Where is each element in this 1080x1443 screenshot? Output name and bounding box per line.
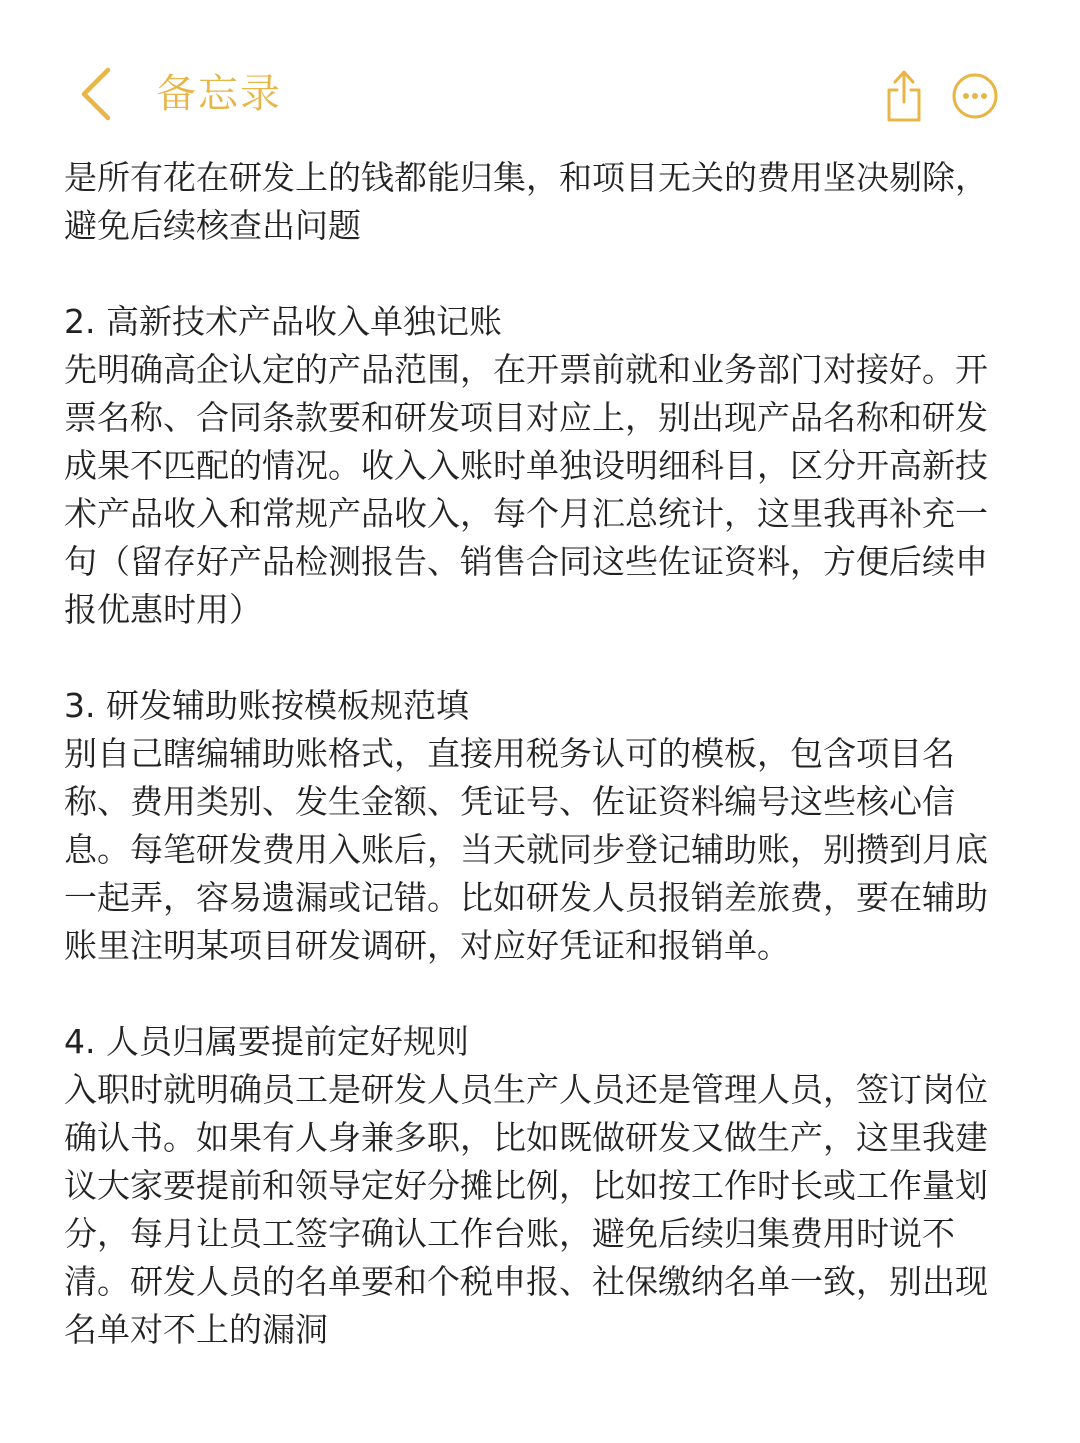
nav-title[interactable]: 备忘录 xyxy=(156,71,282,117)
note-intro: 是所有花在研发上的钱都能归集，和项目无关的费用坚决剔除，避免后续核查出问题 xyxy=(64,158,988,245)
more-icon xyxy=(950,71,1000,121)
share-icon xyxy=(882,66,926,126)
chevron-left-icon xyxy=(70,62,130,126)
note-content[interactable] xyxy=(64,154,1014,1354)
back-button[interactable] xyxy=(70,62,130,126)
share-button[interactable] xyxy=(882,66,926,126)
section-heading: 2. 高新技术产品收入单独记账 xyxy=(64,302,502,341)
nav-bar xyxy=(0,0,1080,150)
section-body: 先明确高企认定的产品范围，在开票前就和业务部门对接好。开票名称、合同条款要和研发项目对应上，别出现产品名称和研发成果不匹配的情况。收入入账时单独设明细科目，区分开高新技术产品收入和常规产品收入，每个月汇总统计，这里我再补充一句（留存好产品检测报告、销售合同这些佐证资料，方便后续申报优惠时用） xyxy=(64,350,988,629)
more-button[interactable] xyxy=(950,71,1000,121)
section-heading: 4. 人员归属要提前定好规则 xyxy=(64,1022,469,1061)
section-heading: 3. 研发辅助账按模板规范填 xyxy=(64,686,469,725)
section-body: 入职时就明确员工是研发人员生产人员还是管理人员，签订岗位确认书。如果有人身兼多职，比如既做研发又做生产，这里我建议大家要提前和领导定好分摊比例，比如按工作时长或工作量划分，每月让员工签字确认工作台账，避免后续归集费用时说不清。研发人员的名单要和个税申报、社保缴纳名单一致，别出现名单对不上的漏洞 xyxy=(64,1070,988,1349)
section-body: 别自己瞎编辅助账格式，直接用税务认可的模板，包含项目名称、费用类别、发生金额、凭证号、佐证资料编号这些核心信息。每笔研发费用入账后，当天就同步登记辅助账，别攒到月底一起弄，容易遗漏或记错。比如研发人员报销差旅费，要在辅助账里注明某项目研发调研，对应好凭证和报销单。 xyxy=(64,734,988,965)
